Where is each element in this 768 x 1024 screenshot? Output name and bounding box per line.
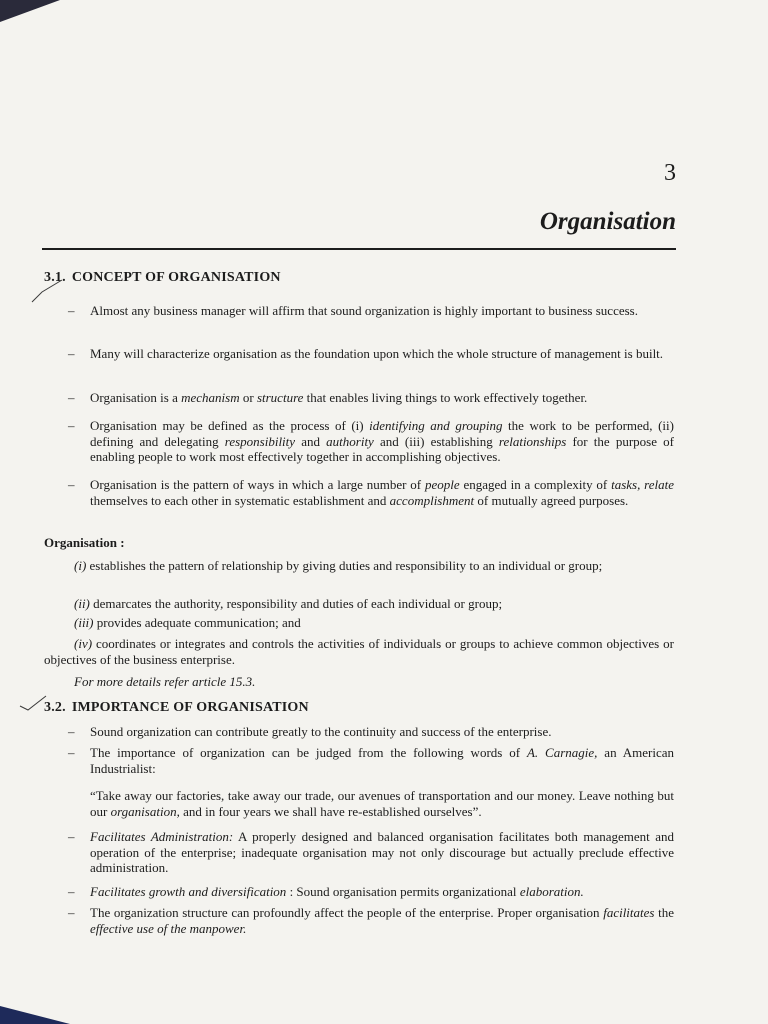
point-label: (iv): [74, 636, 93, 651]
emphasis: organisation,: [110, 803, 180, 819]
dash-bullet: –: [68, 724, 75, 739]
emphasis: identifying and grouping: [369, 418, 503, 433]
dash-bullet: –: [68, 829, 75, 844]
emphasis: elaboration.: [519, 884, 584, 899]
emphasis: structure: [256, 390, 304, 405]
text-run: the: [654, 905, 674, 920]
point-item: [44, 558, 674, 574]
text-run: and: [295, 433, 327, 449]
text-run: an American Industrialist:: [90, 745, 674, 776]
text-run: themselves to each other in systematic establishment and: [90, 492, 390, 508]
section-number: 3.1.: [44, 270, 66, 285]
dash-bullet: –: [68, 418, 75, 433]
point-item: [74, 615, 674, 631]
text-run: Organisation is the pattern of ways in which a large number of: [90, 477, 425, 492]
emphasis: responsibility: [224, 433, 296, 449]
dash-bullet: –: [68, 390, 75, 405]
emphasis: Facilitates Administration:: [90, 829, 234, 844]
bullet-text: [90, 884, 674, 900]
bullet-text: [90, 829, 674, 876]
section-title: IMPORTANCE OF ORGANISATION: [71, 700, 309, 715]
emphasis: relationships: [498, 433, 567, 449]
emphasis: tasks, relate: [611, 477, 675, 492]
emphasis: facilitates: [603, 905, 655, 920]
text-run: A properly designed and balanced organisation facilitates both management and operation of the enterprise; inadequate organisation may not only discourage but actually preclude effective administration.: [90, 829, 674, 875]
title-divider: [42, 248, 676, 250]
bullet-text: [90, 418, 674, 465]
section-number: 3.2.: [44, 700, 66, 715]
dash-bullet: –: [68, 884, 75, 899]
bullet-item: [68, 303, 674, 319]
text-run: and (iii) establishing: [373, 433, 499, 449]
text-run: and in four years we shall have re-established ourselves”.: [179, 803, 482, 819]
bullet-item: [68, 829, 674, 876]
emphasis: people: [424, 477, 460, 492]
point-item: [74, 596, 674, 612]
bullet-item: [68, 418, 674, 465]
bullet-text: Sound organization can contribute greatly to the continuity and success of the enterprise.: [90, 724, 552, 739]
subheading-organisation: Organisation :: [44, 535, 125, 550]
bullet-text: [90, 477, 674, 508]
text-run: Organisation is a: [90, 390, 182, 405]
emphasis: A. Carnagie,: [526, 745, 598, 760]
bullet-text: [90, 905, 674, 936]
quote-text: [90, 788, 674, 819]
text-run: The importance of organization can be judged from the following words of: [90, 745, 527, 760]
bullet-text: [90, 745, 674, 776]
text-run: that enables living things to work effectively together.: [303, 390, 588, 405]
bullet-text: Almost any business manager will affirm that sound organization is highly important to business success.: [90, 303, 638, 318]
section-heading-3-2: [44, 700, 309, 716]
text-run: the work to be performed, (ii) defining and delegating: [90, 418, 674, 449]
text-run: of mutually agreed purposes.: [474, 492, 629, 508]
bullet-item: [68, 346, 674, 362]
section-title: CONCEPT OF ORGANISATION: [71, 270, 281, 285]
dash-bullet: –: [68, 905, 75, 920]
emphasis: effective use of the manpower.: [90, 920, 247, 936]
emphasis: accomplishment: [389, 492, 475, 508]
chapter-number: 3: [664, 160, 676, 186]
point-label: (ii): [74, 596, 90, 611]
chapter-title: Organisation: [539, 208, 676, 235]
bullet-item: [68, 905, 674, 936]
text-run: for the purpose of enabling people to work most effectively together in accomplishing objectives.: [90, 433, 674, 464]
section-heading-3-1: [44, 270, 281, 286]
text-run: “Take away our factories, take away our trade, our avenues of transportation and our money. Leave nothing but our: [90, 788, 674, 819]
point-text: demarcates the authority, responsibility and duties of each individual or group;: [89, 596, 503, 611]
point-text: coordinates or integrates and controls the activities of individuals or groups to achieve common objectives or objectives of the business enterprise.: [44, 636, 674, 667]
bullet-item: [68, 745, 674, 776]
emphasis: authority: [326, 433, 374, 449]
bullet-item: [68, 390, 674, 406]
dash-bullet: –: [68, 303, 75, 318]
page-corner-shadow: [0, 0, 60, 22]
text-run: engaged in a complexity of: [459, 477, 612, 492]
point-label: (i): [74, 558, 87, 573]
bullet-item: [68, 477, 674, 508]
point-text: establishes the pattern of relationship by giving duties and responsibility to an individual or group;: [86, 558, 603, 573]
reference-note: For more details refer article 15.3.: [74, 674, 256, 689]
emphasis: mechanism: [181, 390, 240, 405]
bullet-item: [68, 884, 674, 900]
point-text: provides adequate communication; and: [93, 615, 301, 630]
emphasis: Facilitates growth and diversification: [90, 884, 287, 899]
text-run: Organisation may be defined as the process of (i): [90, 418, 370, 433]
dash-bullet: –: [68, 346, 75, 361]
page-corner-shadow: [0, 1006, 70, 1024]
dash-bullet: –: [68, 745, 75, 760]
point-item: [44, 636, 674, 667]
text-run: or: [239, 390, 257, 405]
bullet-text: Many will characterize organisation as the foundation upon which the whole structure of management is built.: [90, 346, 664, 361]
bullet-item: [68, 724, 674, 740]
text-run: The organization structure can profoundly affect the people of the enterprise. Proper organisation: [90, 905, 604, 920]
text-run: : Sound organisation permits organizational: [286, 884, 520, 899]
dash-bullet: –: [68, 477, 75, 492]
bullet-text: [90, 390, 674, 406]
point-label: (iii): [74, 615, 94, 630]
quote-block: [68, 788, 674, 819]
